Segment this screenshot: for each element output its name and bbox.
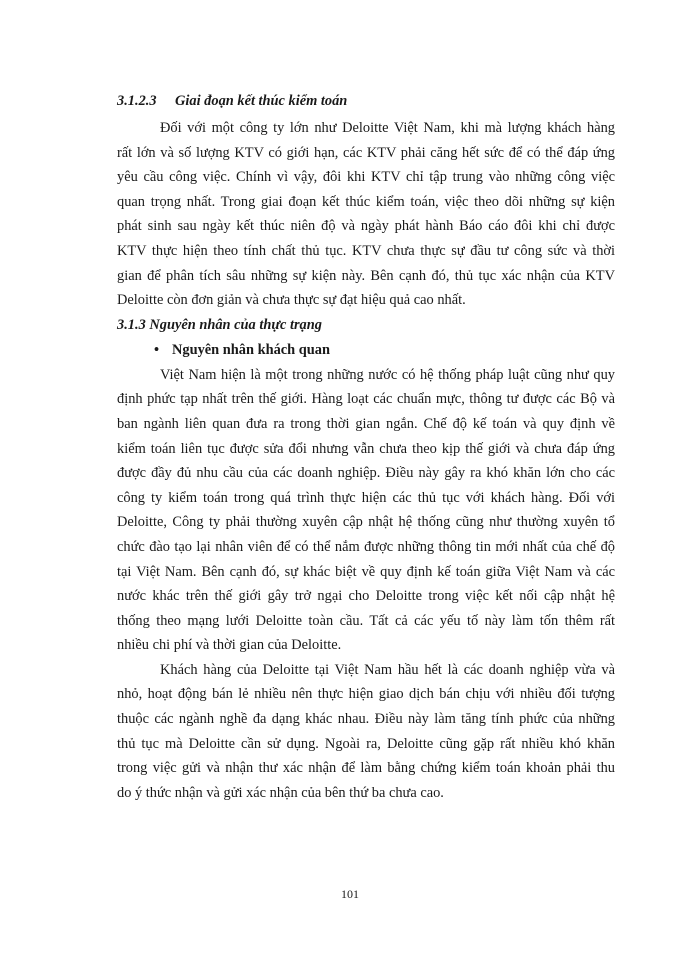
paragraph-line: định phức tạp nhất trên thế giới. Hàng loạt các chuẩn mực, thông tư được các Bộ và bbox=[117, 391, 615, 408]
bullet-heading-objective-causes bbox=[117, 338, 615, 363]
section-title: Giai đoạn kết thúc kiểm toán bbox=[175, 93, 348, 109]
paragraph-line: Việt Nam hiện là một trong những nước có hệ thống pháp luật cũng như quy bbox=[160, 366, 615, 383]
paragraph-line: phát sinh sau ngày kết thúc niên độ và ngày phát hành Báo cáo đôi khi chỉ được bbox=[117, 218, 615, 235]
paragraph-line: thuộc các ngành nghề đa dạng khác nhau. Điều này làm tăng tính phức của những bbox=[117, 711, 615, 728]
paragraph-line: chức đào tạo lại nhân viên để có thể nắm được những thông tin mới nhất của chế độ bbox=[117, 538, 615, 555]
page-number: 101 bbox=[341, 887, 359, 901]
paragraph-line: yêu cầu công việc. Chính vì vậy, đôi khi KTV chỉ tập trung vào những công việc bbox=[117, 169, 615, 186]
paragraph-clients bbox=[117, 658, 615, 806]
paragraph-legal-system bbox=[117, 363, 615, 658]
paragraph-line: gian để phân tích sâu những sự kiện này. Bên cạnh đó, thủ tục xác nhận của KTV bbox=[117, 267, 615, 284]
paragraph-line: thủ tục mà Deloitte cần sử dụng. Ngoài ra, Deloitte cũng gặp rất nhiều khó khăn bbox=[117, 735, 615, 752]
paragraph-line: rất lớn và số lượng KTV có giới hạn, các KTV phải căng hết sức để có thể đáp ứng bbox=[117, 144, 615, 161]
paragraph-line: nhỏ, hoạt động bán lẻ nhiều nên thực hiện giao dịch bán chịu với nhiều đối tượng bbox=[117, 686, 615, 703]
bullet-icon: • bbox=[154, 341, 160, 358]
paragraph-line: trong việc gửi và nhận thư xác nhận để làm bằng chứng kiểm toán khoản phải thu bbox=[117, 760, 615, 777]
paragraph-line: Deloitte, Công ty phải thường xuyên cập nhật hệ thống cũng như thường xuyên tổ bbox=[117, 514, 615, 531]
bullet-title: Nguyên nhân khách quan bbox=[172, 341, 330, 358]
paragraph-line: do ý thức nhận và gửi xác nhận của bên thứ ba chưa cao. bbox=[117, 784, 444, 801]
paragraph-line: kiểm toán liên tục được sửa đổi nhưng vẫn chưa theo kịp thế giới và chưa đáp ứng bbox=[117, 440, 615, 457]
paragraph-line: nhiều chi phí và thời gian của Deloitte. bbox=[117, 637, 342, 654]
section-heading-3-1-3: 3.1.3 Nguyên nhân của thực trạng bbox=[117, 316, 322, 333]
paragraph-line: được đầy đủ nhu cầu của các doanh nghiệp. Điều này gây ra khó khăn lớn cho các bbox=[117, 465, 615, 482]
paragraph-line: tại Việt Nam. Bên cạnh đó, sự khác biệt về quy định kế toán giữa Việt Nam và các bbox=[117, 563, 615, 580]
paragraph-line: Deloitte còn đơn giản và chưa thực sự đạt hiệu quả cao nhất. bbox=[117, 292, 466, 309]
paragraph-line: quan trọng nhất. Trong giai đoạn kết thúc kiểm toán, việc theo dõi những sự kiện bbox=[117, 193, 615, 210]
paragraph-line: công ty kiểm toán trong quá trình thực hiện các thủ tục với khách hàng. Đối với bbox=[117, 489, 615, 506]
paragraph-line: thống theo mạng lưới Deloitte toàn cầu. Tất cả các yếu tố này làm tốn thêm rất bbox=[117, 612, 615, 629]
paragraph-line: Đối với một công ty lớn như Deloitte Việt Nam, khi mà lượng khách hàng bbox=[160, 120, 615, 136]
paragraph-line: KTV thực hiện theo tính chất thủ tục. KTV chưa thực sự đầu tư công sức và thời bbox=[117, 242, 615, 259]
section-number: 3.1.2.3 bbox=[117, 93, 157, 109]
paragraph-line: ban ngành liên quan đưa ra trong thời gian ngắn. Chế độ kế toán và quy định về bbox=[117, 415, 615, 432]
paragraph-line: Khách hàng của Deloitte tại Việt Nam hầu hết là các doanh nghiệp vừa và bbox=[160, 661, 615, 678]
paragraph-conclusion-stage bbox=[117, 116, 615, 313]
paragraph-line: nước khác trên thế giới gây trở ngại cho Deloitte trong việc kết nối cập nhật hệ bbox=[117, 588, 615, 605]
page-content bbox=[117, 88, 615, 805]
section-heading-3-1-2-3 bbox=[117, 90, 615, 112]
